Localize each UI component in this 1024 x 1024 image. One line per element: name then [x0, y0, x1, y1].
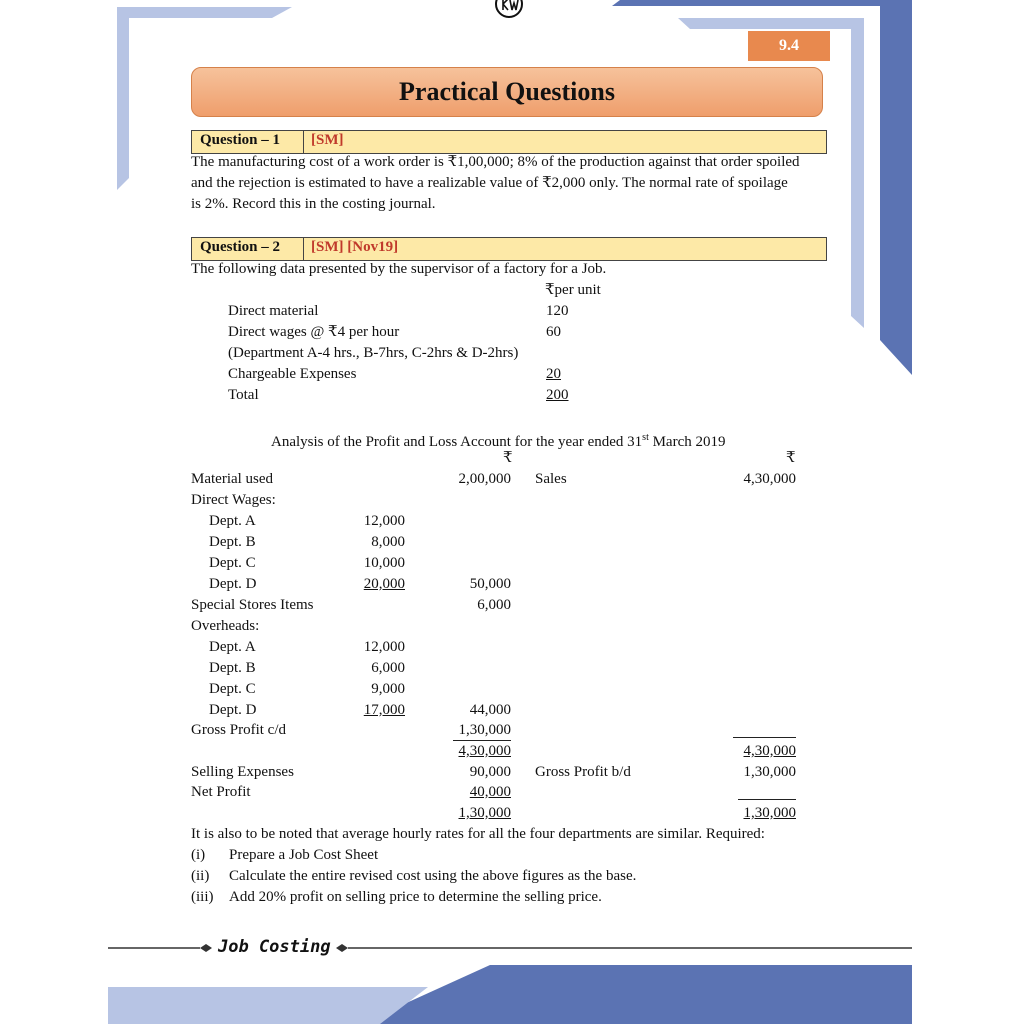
- overhead-dept: Dept. D: [209, 702, 257, 718]
- material-used-amount: 2,00,000: [458, 471, 511, 487]
- question-tag: [SM] [Nov19]: [311, 239, 399, 255]
- required-num: (ii): [191, 868, 210, 884]
- required-num: (iii): [191, 889, 214, 905]
- right-total-2: 1,30,000: [743, 805, 796, 821]
- wages-total: 50,000: [469, 576, 511, 592]
- analysis-title: Analysis of the Profit and Loss Account for the year ended 31st March 2019: [271, 432, 726, 450]
- question-2-header: [191, 237, 827, 261]
- sales-amount: 4,30,000: [743, 471, 796, 487]
- footer-chapter-title: Job Costing: [218, 937, 331, 957]
- overhead-dept: Dept. A: [209, 639, 256, 655]
- wages-amount: 10,000: [363, 555, 405, 571]
- item-label: (Department A-4 hrs., B-7hrs, C-2hrs & D-2hrs): [228, 345, 519, 361]
- item-label: Chargeable Expenses: [228, 366, 357, 382]
- overhead-total: 44,000: [469, 702, 511, 718]
- gross-profit-cd-label: Gross Profit c/d: [191, 722, 286, 738]
- item-label: Total: [228, 387, 259, 403]
- item-value: 200: [546, 387, 569, 403]
- item-value: 120: [546, 303, 569, 319]
- overhead-dept: Dept. B: [209, 660, 256, 676]
- wages-amount: 12,000: [363, 513, 405, 529]
- overhead-amount: 9,000: [371, 681, 405, 697]
- selling-expenses-label: Selling Expenses: [191, 764, 294, 780]
- question-label: Question – 1: [200, 132, 281, 148]
- net-profit-label: Net Profit: [191, 784, 251, 800]
- wages-dept: Dept. B: [209, 534, 256, 550]
- overhead-amount: 17,000: [363, 702, 405, 718]
- required-text: Add 20% profit on selling price to determine the selling price.: [229, 889, 602, 905]
- required-num: (i): [191, 847, 206, 863]
- page-number: 9.4: [748, 31, 830, 61]
- special-stores-amount: 6,000: [477, 597, 511, 613]
- wages-dept: Dept. C: [209, 555, 256, 571]
- q1-line-2: and the rejection is estimated to have a realizable value of ₹2,000 only. The normal rate of spoilage: [191, 175, 788, 191]
- unit-header: ₹per unit: [545, 282, 601, 298]
- item-value: 60: [546, 324, 561, 340]
- gross-profit-bd-label: Gross Profit b/d: [535, 764, 631, 780]
- wages-amount: 8,000: [371, 534, 405, 550]
- gross-profit-cd-amount: 1,30,000: [458, 722, 511, 738]
- overhead-amount: 6,000: [371, 660, 405, 676]
- overheads-label: Overheads:: [191, 618, 260, 634]
- direct-wages-label: Direct Wages:: [191, 492, 276, 508]
- question-label: Question – 2: [200, 239, 281, 255]
- q1-line-1: The manufacturing cost of a work order is ₹1,00,000; 8% of the production against that order spoiled: [191, 154, 800, 170]
- wages-dept: Dept. D: [209, 576, 257, 592]
- q2-intro: The following data presented by the supervisor of a factory for a Job.: [191, 261, 607, 277]
- right-total-1: 4,30,000: [743, 743, 796, 759]
- q1-line-3: is 2%. Record this in the costing journal.: [191, 196, 436, 212]
- publisher-logo: [494, 0, 524, 20]
- item-label: Direct wages @ ₹4 per hour: [228, 324, 400, 340]
- required-text: Prepare a Job Cost Sheet: [229, 847, 379, 863]
- rupee-header-left: ₹: [503, 450, 513, 466]
- page-title: Practical Questions: [191, 67, 823, 117]
- item-value: 20: [546, 366, 561, 382]
- material-used-label: Material used: [191, 471, 274, 487]
- wages-amount: 20,000: [363, 576, 405, 592]
- overhead-dept: Dept. C: [209, 681, 256, 697]
- sales-label: Sales: [535, 471, 567, 487]
- special-stores-label: Special Stores Items: [191, 597, 314, 613]
- rupee-header-right: ₹: [786, 450, 796, 466]
- gross-profit-bd-amount: 1,30,000: [743, 764, 796, 780]
- required-text: Calculate the entire revised cost using the above figures as the base.: [229, 868, 637, 884]
- overhead-amount: 12,000: [363, 639, 405, 655]
- wages-dept: Dept. A: [209, 513, 256, 529]
- selling-expenses-amount: 90,000: [469, 764, 511, 780]
- question-tag: [SM]: [311, 132, 344, 148]
- left-total-1: 4,30,000: [458, 743, 511, 759]
- item-label: Direct material: [228, 303, 319, 319]
- question-1-header: [191, 130, 827, 154]
- left-total-2: 1,30,000: [458, 805, 511, 821]
- q2-note: It is also to be noted that average hourly rates for all the four departments are similar. Required:: [191, 826, 765, 842]
- net-profit-amount: 40,000: [469, 784, 511, 800]
